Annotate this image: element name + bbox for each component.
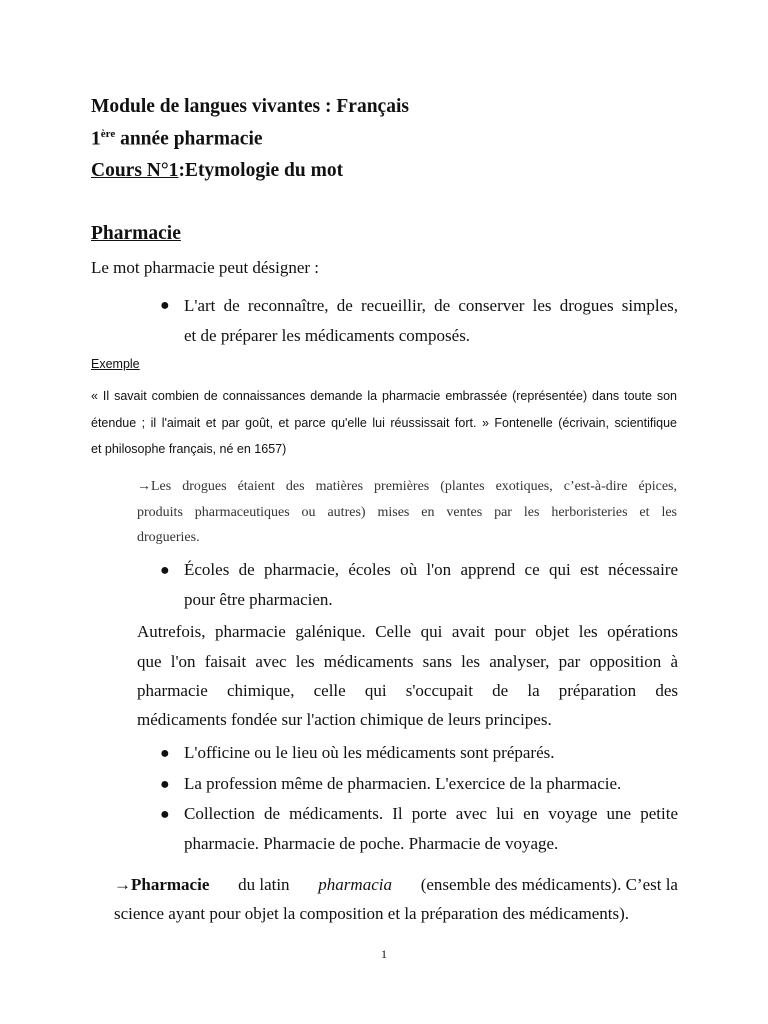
etym-line2: science ayant pour objet la composition et la préparation des médicaments). <box>114 904 630 923</box>
bullet-marker: ● <box>160 806 170 823</box>
bullet3-item3-cont: pharmacie. Pharmacie de poche. Pharmacie de voyage. <box>184 834 559 853</box>
bullet-marker: ● <box>160 562 170 579</box>
intro-text: Le mot pharmacie peut désigner : <box>91 258 319 277</box>
module-title <box>91 96 409 118</box>
etym-line1 <box>114 875 678 895</box>
note-line3: drogueries. <box>137 530 200 545</box>
example-line2: étendue ; il l'aimait et par goût, et parce qu'elle lui réussissait fort. » Fontenelle (écrivain, scientifique <box>91 416 677 430</box>
course-title <box>91 160 343 182</box>
etym-from: du latin <box>238 875 290 894</box>
para-line2: que l'on faisait avec les médicaments sans les analyser, par opposition à <box>137 652 678 671</box>
bullet3-item2: La profession même de pharmacien. L'exercice de la pharmacie. <box>184 774 622 793</box>
example-line3: et philosophe français, né en 1657) <box>91 442 287 456</box>
year-title <box>91 128 263 151</box>
bullet-marker: ● <box>160 297 170 314</box>
para-line1: Autrefois, pharmacie galénique. Celle qui avait pour objet les opérations <box>137 622 678 641</box>
page-number: 1 <box>381 947 387 961</box>
note-line2: produits pharmaceutiques ou autres) mises en ventes par les herboristeries et les <box>137 505 677 520</box>
etym-term: →Pharmacie <box>114 875 210 894</box>
module-title-text: Module de langues vivantes : Français <box>91 96 409 117</box>
course-title-text: :Etymologie du mot <box>178 160 344 181</box>
bullet2-line2: pour être pharmacien. <box>184 590 333 609</box>
bullet-marker: ● <box>160 776 170 793</box>
year-number: 1 <box>91 128 101 150</box>
bullet3-item3: Collection de médicaments. Il porte avec lui en voyage une petite <box>184 804 678 823</box>
bullet2-line1: Écoles de pharmacie, écoles où l'on apprend ce qui est nécessaire <box>184 560 678 579</box>
note-line1: →Les drogues étaient des matières premières (plantes exotiques, c’est-à-dire épices, <box>137 479 677 494</box>
para-line4: médicaments fondée sur l'action chimique de leurs principes. <box>137 710 552 729</box>
course-label: Cours N°1 <box>91 160 179 181</box>
example-line1: « Il savait combien de connaissances demande la pharmacie embrassée (représentée) dans toute son <box>91 389 677 403</box>
section-heading: Pharmacie <box>91 223 181 244</box>
example-label: Exemple <box>91 357 140 371</box>
bullet-marker: ● <box>160 745 170 762</box>
bullet3-item1: L'officine ou le lieu où les médicaments sont préparés. <box>184 743 555 762</box>
etym-latin-word: pharmacia <box>318 875 392 894</box>
year-text: année pharmacie <box>115 128 263 150</box>
etym-definition: (ensemble des médicaments). C’est la <box>420 875 678 894</box>
bullet1-line1: L'art de reconnaître, de recueillir, de conserver les drogues simples, <box>184 296 678 315</box>
para-line3: pharmacie chimique, celle qui s'occupait de la préparation des <box>137 681 678 700</box>
year-superscript: ère <box>100 128 116 140</box>
bullet1-line2: et de préparer les médicaments composés. <box>184 326 471 345</box>
